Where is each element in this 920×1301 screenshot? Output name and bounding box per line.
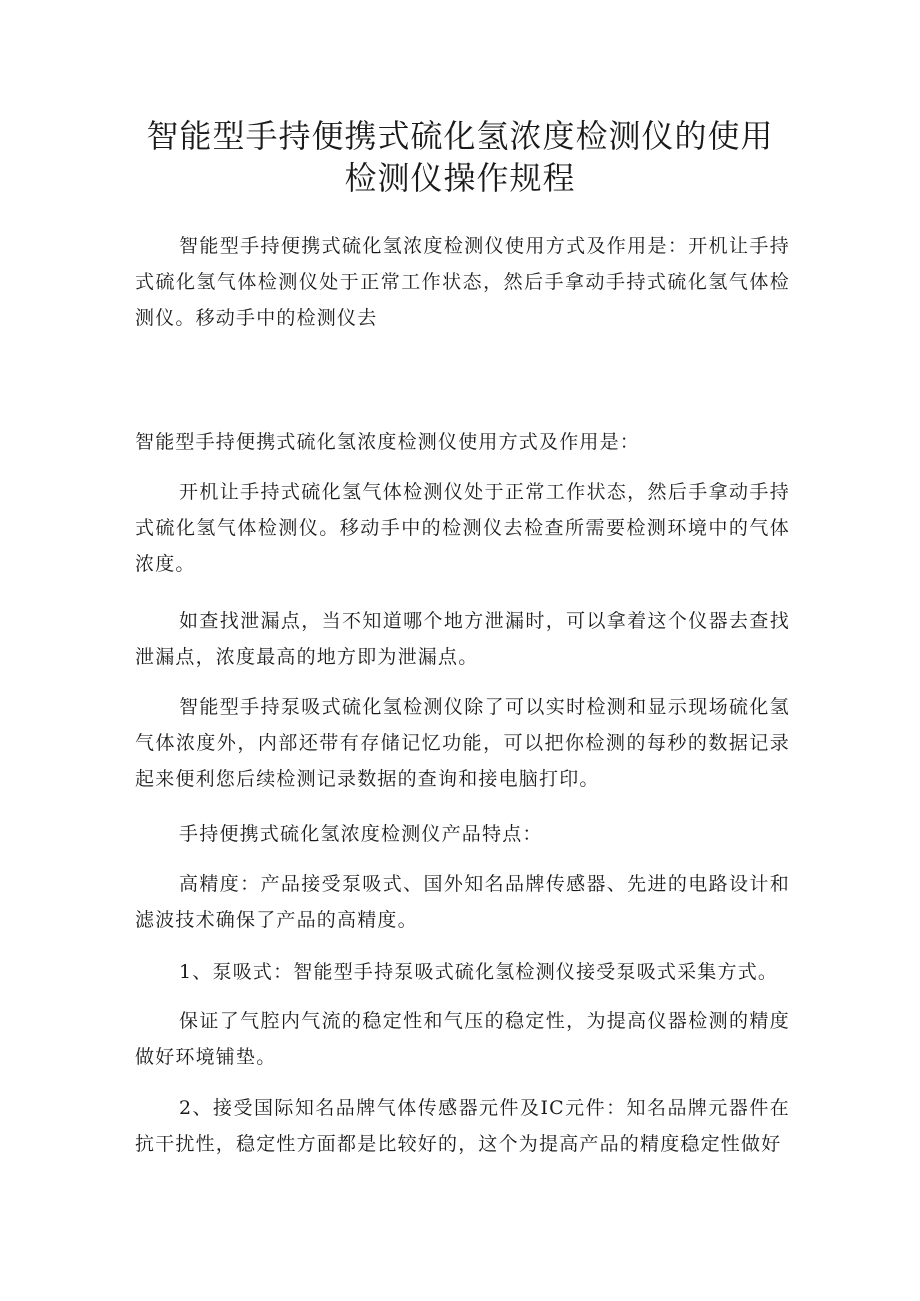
storage-paragraph: 智能型手持泵吸式硫化氢检测仪除了可以实时检测和显示现场硫化氢气体浓度外，内部还带有存储记忆功能，可以把你检测的每秒的数据记录起来便利您后续检测记录数据的查询和接电脑打印。: [135, 696, 790, 790]
document-title-line-2: 检测仪操作规程: [344, 159, 576, 197]
intro-paragraph: 智能型手持便携式硫化氢浓度检测仪使用方式及作用是：开机让手持式硫化氢气体检测仪处于正常工作状态，然后手拿动手持式硫化氢气体检测仪。移动手中的检测仪去: [135, 235, 790, 329]
pump-paragraph: 1、泵吸式：智能型手持泵吸式硫化氢检测仪接受泵吸式采集方式。: [179, 961, 779, 983]
document-title-line-1: 智能型手持便携式硫化氢浓度检测仪的使用: [146, 117, 774, 155]
usage-paragraph: 开机让手持式硫化氢气体检测仪处于正常工作状态，然后手拿动手持式硫化氢气体检测仪。移动手中的检测仪去检查所需要检测环境中的气体浓度。: [135, 481, 790, 575]
features-heading: 手持便携式硫化氢浓度检测仪产品特点：: [179, 823, 543, 845]
leak-paragraph: 如查找泄漏点，当不知道哪个地方泄漏时，可以拿着这个仪器去查找泄漏点，浓度最高的地方即为泄漏点。: [135, 610, 790, 668]
stability-paragraph: 保证了气腔内气流的稳定性和气压的稳定性，为提高仪器检测的精度做好环境铺垫。: [135, 1010, 790, 1068]
sensor-paragraph: 2、接受国际知名品牌气体传感器元件及IC元件：知名品牌元器件在抗干扰性，稳定性方面都是比较好的，这个为提高产品的精度稳定性做好: [135, 1097, 790, 1155]
precision-paragraph: 高精度：产品接受泵吸式、国外知名品牌传感器、先进的电路设计和滤波技术确保了产品的高精度。: [135, 873, 790, 931]
usage-heading: 智能型手持便携式硫化氢浓度检测仪使用方式及作用是：: [135, 431, 641, 453]
